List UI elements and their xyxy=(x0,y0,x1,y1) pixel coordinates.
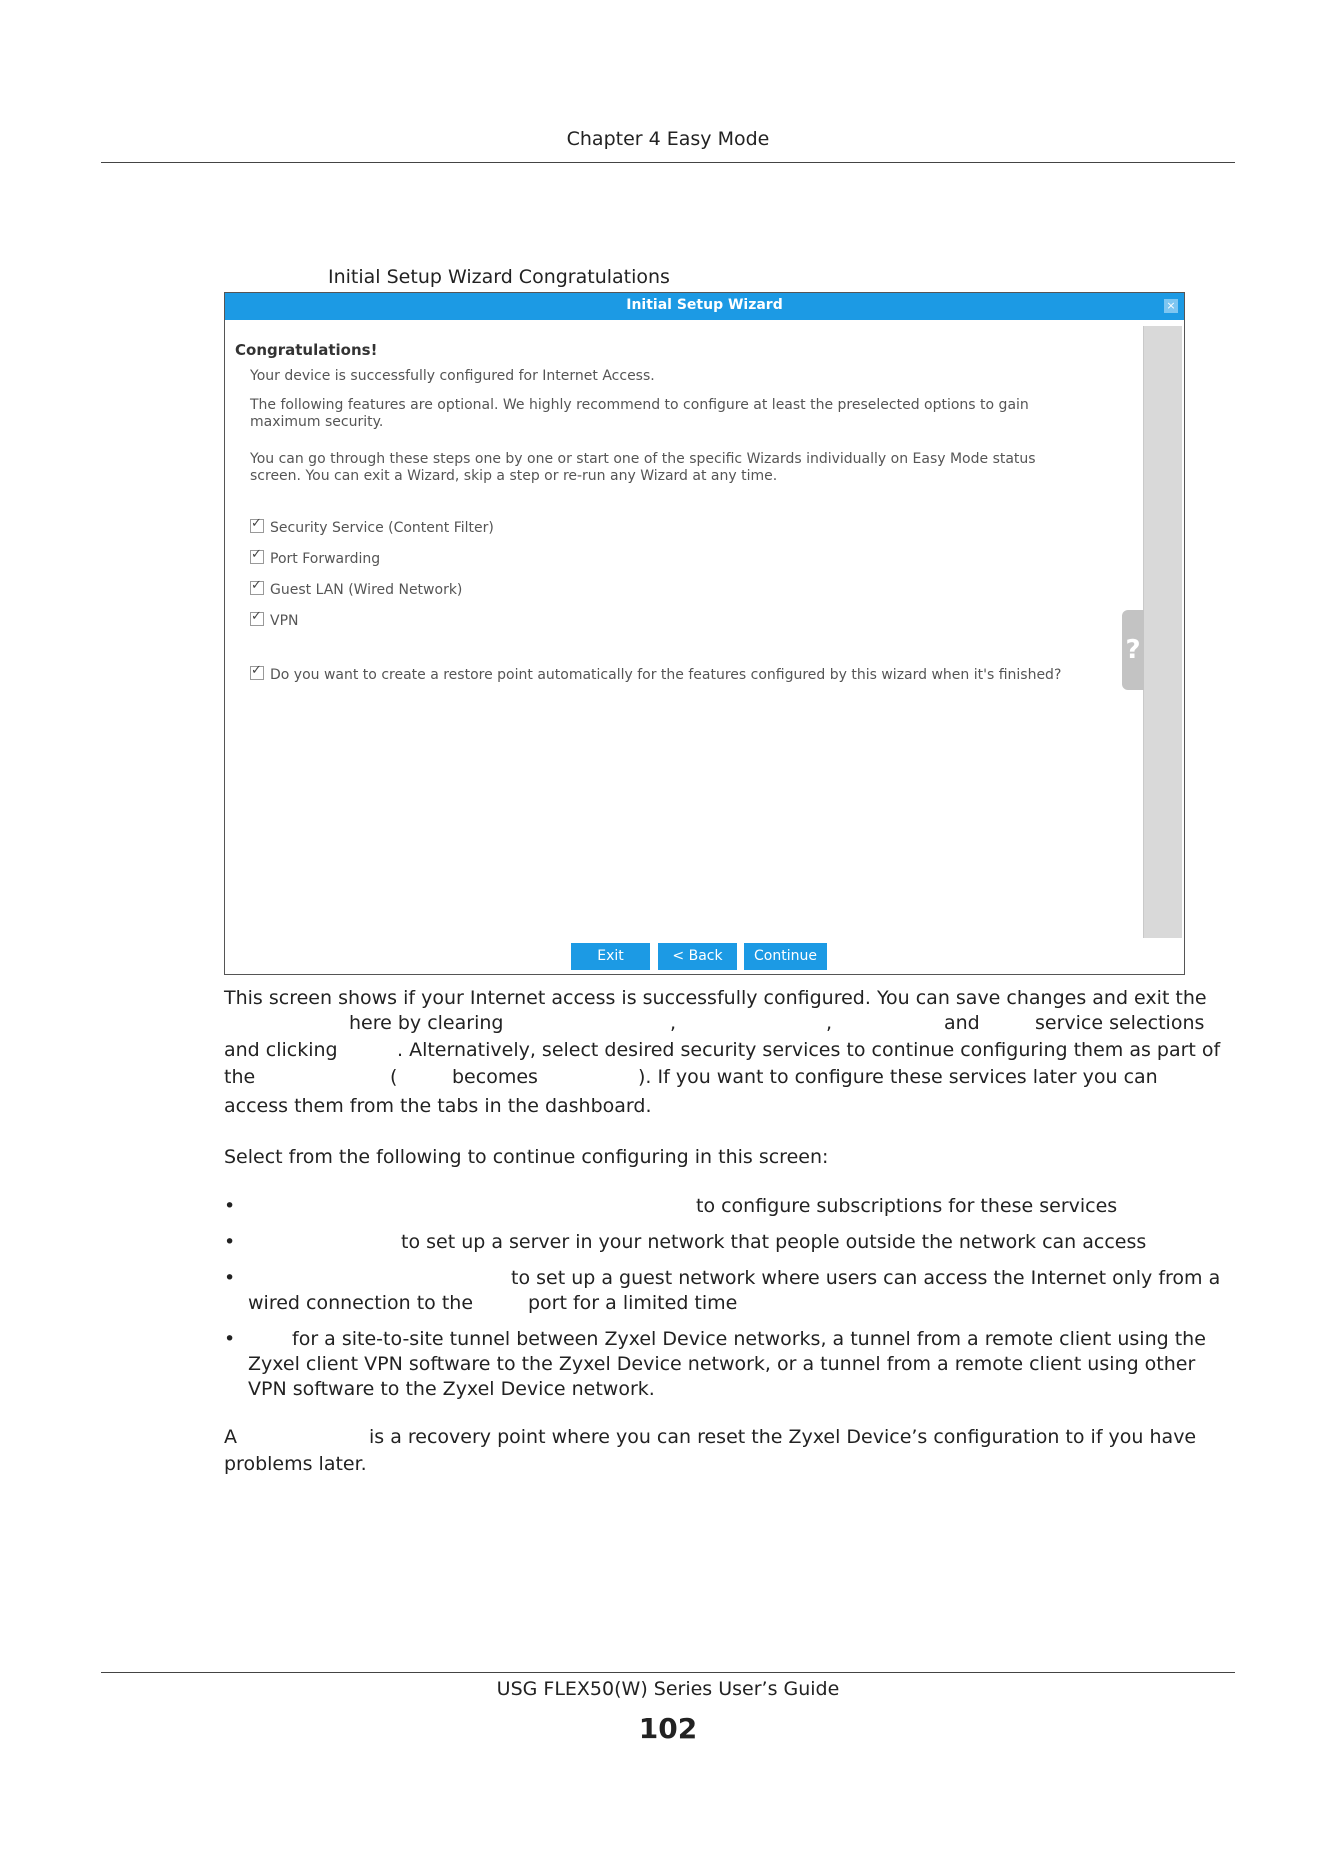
option-label: Port Forwarding xyxy=(270,551,381,567)
continue-button[interactable]: Continue xyxy=(744,943,827,970)
paragraph-fragment: A xyxy=(224,1426,237,1448)
footer-guide-title: USG FLEX50(W) Series User’s Guide xyxy=(496,1678,840,1700)
success-message: Your device is successfully configured for Internet Access. xyxy=(250,368,655,384)
paragraph-fragment: and clicking xyxy=(224,1039,338,1061)
option-label: Guest LAN (Wired Network) xyxy=(270,582,463,598)
paragraph-fragment: ( xyxy=(390,1066,398,1088)
wizard-steps-text: You can go through these steps one by one or start one of the specific Wizards individually on Easy Mode status xyxy=(250,451,1036,467)
option-label: Do you want to create a restore point automatically for the features configured by this wizard when it's finished? xyxy=(270,667,1062,683)
bullet-glyph: • xyxy=(224,1328,236,1350)
header-rule xyxy=(101,162,1235,163)
wizard-title: Initial Setup Wizard xyxy=(626,297,783,313)
option-security-service[interactable] xyxy=(250,519,494,536)
initial-setup-wizard-dialog xyxy=(224,292,1185,975)
option-guest-lan[interactable] xyxy=(250,581,462,598)
bullet-glyph: • xyxy=(224,1267,236,1289)
bullet-guest-lan-cont: wired connection to the xyxy=(248,1292,474,1314)
checkbox-checked-icon[interactable] xyxy=(250,519,264,533)
back-button[interactable]: < Back xyxy=(658,943,737,970)
checkbox-checked-icon[interactable] xyxy=(250,581,264,595)
bullet-guest-lan-cont: port for a limited time xyxy=(528,1292,738,1314)
paragraph-fragment: service selections xyxy=(1035,1012,1205,1034)
wizard-steps-text-cont: screen. You can exit a Wizard, skip a step or re-run any Wizard at any time. xyxy=(250,468,778,484)
bullet-vpn-cont: VPN software to the Zyxel Device network. xyxy=(248,1378,655,1400)
figure-title: Initial Setup Wizard Congratulations xyxy=(328,266,670,288)
option-restore-point[interactable] xyxy=(250,666,1061,683)
bullet-guest-lan: to set up a guest network where users can access the Internet only from a xyxy=(511,1267,1221,1289)
bullet-glyph: • xyxy=(224,1195,236,1217)
option-port-forwarding[interactable] xyxy=(250,550,380,567)
chapter-header: Chapter 4 Easy Mode xyxy=(566,128,770,150)
optional-features-text-cont: maximum security. xyxy=(250,414,384,430)
paragraph-fragment: here by clearing xyxy=(349,1012,504,1034)
checkbox-checked-icon[interactable] xyxy=(250,612,264,626)
optional-features-text: The following features are optional. We highly recommend to configure at least the preselected options to gain xyxy=(250,397,1029,413)
scrollbar[interactable] xyxy=(1143,326,1182,938)
paragraph-fragment: and xyxy=(944,1012,980,1034)
paragraph-fragment: , xyxy=(826,1012,833,1034)
checkbox-checked-icon[interactable] xyxy=(250,666,264,680)
bullet-security-service: to configure subscriptions for these services xyxy=(696,1195,1118,1217)
restore-point-text-cont: problems later. xyxy=(224,1453,367,1475)
bullet-port-forwarding: to set up a server in your network that people outside the network can access xyxy=(401,1231,1147,1253)
option-vpn[interactable] xyxy=(250,612,299,629)
paragraph-fragment: , xyxy=(670,1012,677,1034)
checkbox-checked-icon[interactable] xyxy=(250,550,264,564)
wizard-titlebar xyxy=(225,293,1184,320)
footer-rule xyxy=(101,1672,1235,1673)
paragraph-fragment: . Alternatively, select desired security services to continue configuring them as part of xyxy=(397,1039,1221,1061)
help-icon[interactable]: ? xyxy=(1122,610,1144,690)
option-label: VPN xyxy=(270,613,299,629)
bullet-vpn: for a site-to-site tunnel between Zyxel Device networks, a tunnel from a remote client using the xyxy=(292,1328,1206,1350)
paragraph-fragment: the xyxy=(224,1066,256,1088)
page-number: 102 xyxy=(638,1712,698,1745)
paragraph-fragment: ). If you want to configure these services later you can xyxy=(638,1066,1158,1088)
wizard-scroll-area xyxy=(1144,320,1184,942)
select-following-text: Select from the following to continue configuring in this screen: xyxy=(224,1146,829,1168)
paragraph-fragment: becomes xyxy=(452,1066,538,1088)
paragraph-line: This screen shows if your Internet access is successfully configured. You can save changes and exit the xyxy=(224,987,1207,1009)
close-icon[interactable]: × xyxy=(1164,299,1178,313)
option-label: Security Service (Content Filter) xyxy=(270,520,494,536)
paragraph-line: access them from the tabs in the dashboard. xyxy=(224,1095,652,1117)
bullet-vpn-cont: Zyxel client VPN software to the Zyxel Device network, or a tunnel from a remote client using other xyxy=(248,1353,1196,1375)
restore-point-text: is a recovery point where you can reset the Zyxel Device’s configuration to if you have xyxy=(369,1426,1197,1448)
congratulations-heading: Congratulations! xyxy=(235,341,378,359)
bullet-glyph: • xyxy=(224,1231,236,1253)
exit-button[interactable]: Exit xyxy=(571,943,650,970)
